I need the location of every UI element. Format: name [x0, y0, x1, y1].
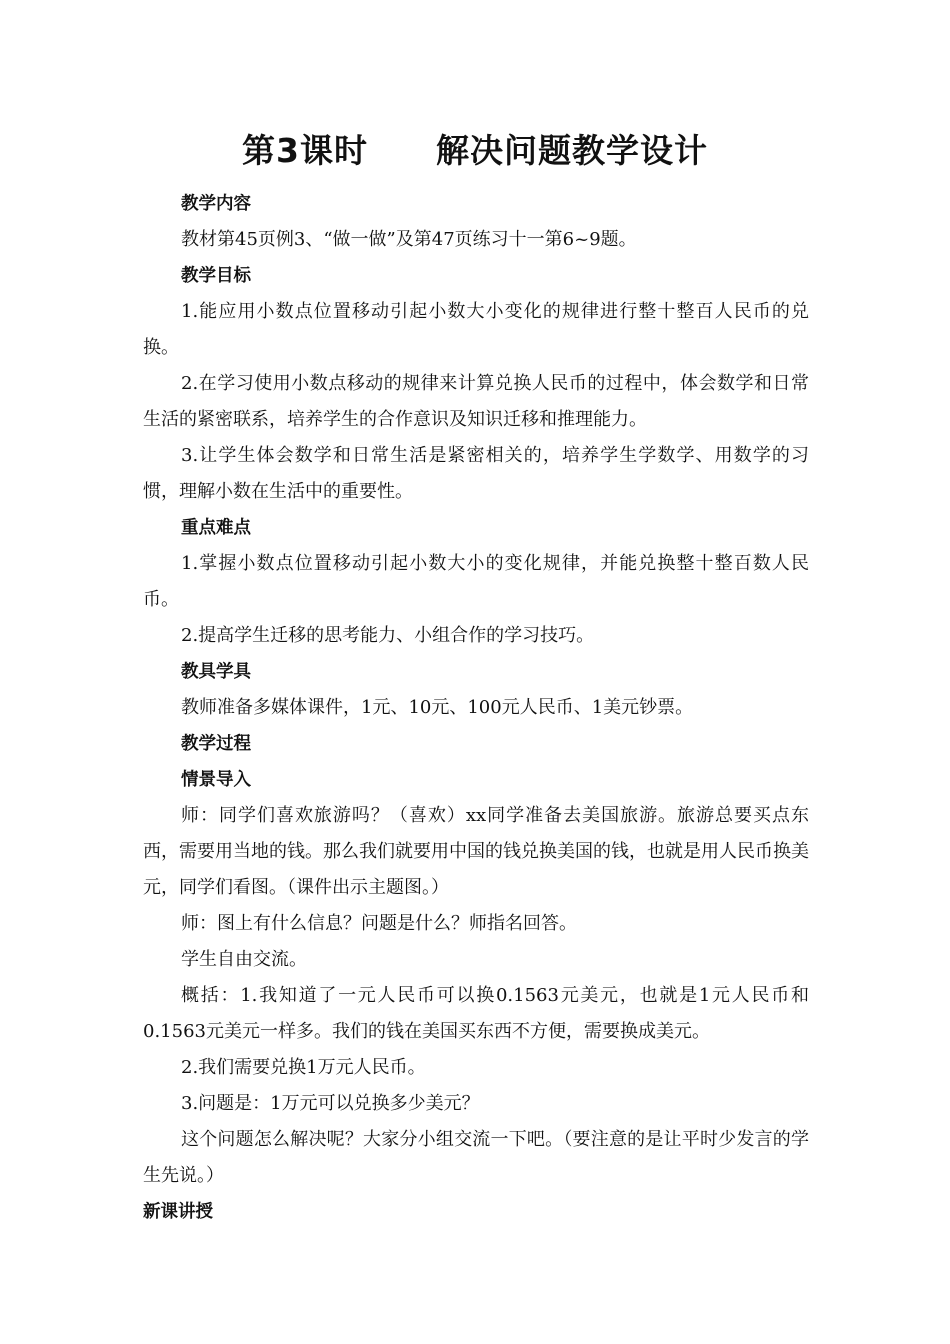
- paragraph-intro-6: 3.问题是：1万元可以兑换多少美元？: [181, 1093, 480, 1114]
- page-title: 第3课时 解决问题教学设计: [242, 131, 708, 170]
- paragraph-teaching-content: 教材第45页例3、“做一做”及第47页练习十一第6~9题。: [181, 229, 637, 250]
- paragraph-intro-2: 师：图上有什么信息？问题是什么？师指名回答。: [181, 913, 577, 934]
- paragraph-keypoint-1: 1.掌握小数点位置移动引起小数大小的变化规律，并能兑换整十整百数人民币。: [143, 553, 809, 610]
- heading-teaching-process: 教学过程: [181, 734, 251, 754]
- paragraph-intro-1: 师：同学们喜欢旅游吗？（喜欢）xx同学准备去美国旅游。旅游总要买点东西，需要用当地的钱。那么我们就要用中国的钱兑换美国的钱，也就是用人民币换美元，同学们看图。（课件出示主题图。）: [143, 805, 809, 898]
- document-body: [143, 186, 809, 1230]
- paragraph-intro-3: 学生自由交流。: [181, 949, 307, 970]
- paragraph-intro-4: 概括：1.我知道了一元人民币可以换0.1563元美元，也就是1元人民币和0.1563元美元一样多。我们的钱在美国买东西不方便，需要换成美元。: [143, 985, 809, 1042]
- heading-key-points: 重点难点: [181, 518, 251, 538]
- heading-teaching-goals: 教学目标: [181, 266, 251, 286]
- paragraph-intro-7: 这个问题怎么解决呢？大家分小组交流一下吧。（要注意的是让平时少发言的学生先说。）: [143, 1129, 809, 1186]
- heading-materials: 教具学具: [181, 662, 251, 682]
- paragraph-materials: 教师准备多媒体课件，1元、10元、100元人民币、1美元钞票。: [181, 697, 694, 718]
- paragraph-goal-1: 1.能应用小数点位置移动引起小数大小变化的规律进行整十整百人民币的兑换。: [143, 301, 809, 358]
- heading-scenario-intro: 情景导入: [181, 770, 251, 790]
- paragraph-goal-2: 2.在学习使用小数点移动的规律来计算兑换人民币的过程中，体会数学和日常生活的紧密联系，培养学生的合作意识及知识迁移和推理能力。: [143, 373, 809, 430]
- paragraph-keypoint-2: 2.提高学生迁移的思考能力、小组合作的学习技巧。: [181, 625, 595, 646]
- heading-new-lesson: 新课讲授: [143, 1202, 213, 1222]
- heading-teaching-content: 教学内容: [181, 194, 251, 214]
- paragraph-intro-5: 2.我们需要兑换1万元人民币。: [181, 1057, 426, 1078]
- paragraph-goal-3: 3.让学生体会数学和日常生活是紧密相关的，培养学生学数学、用数学的习惯，理解小数在生活中的重要性。: [143, 445, 809, 502]
